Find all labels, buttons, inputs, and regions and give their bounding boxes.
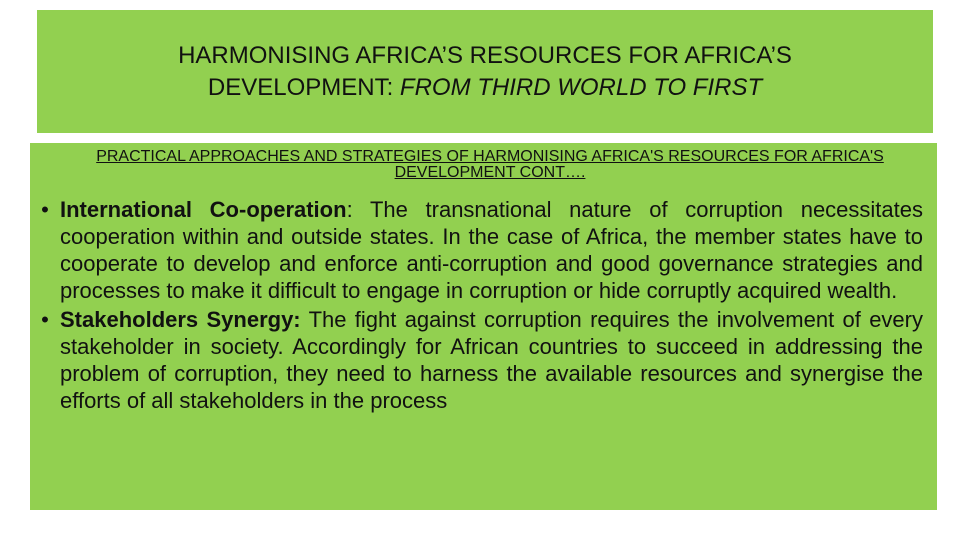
bullet-separator: : (346, 197, 353, 222)
title-line-2-italic: FROM THIRD WORLD TO FIRST (399, 73, 763, 101)
bullet-list (30, 196, 923, 416)
bullet-marker: • (41, 197, 49, 222)
bullet-marker: • (41, 307, 49, 332)
bullet-term: International Co-operation (60, 197, 347, 222)
bullet-term: Stakeholders Synergy: (60, 307, 301, 332)
bullet-text: The fight against corruption requires the involvement of every stakeholder in society. Accordingly for African countries to succeed in addressing the problem of corruption, they need to harness the available resources and synergise the efforts of all stakeholders in the process (60, 307, 923, 413)
section-subheading: PRACTICAL APPROACHES AND STRATEGIES OF HARMONISING AFRICA'S RESOURCES FOR AFRICA'S DEVELOPMENT CONT…. (96, 148, 884, 181)
slide-title (138, 40, 832, 104)
bullet-item-stakeholders-synergy (30, 306, 923, 414)
bullet-item-international-cooperation (30, 196, 923, 304)
content-panel (30, 143, 937, 510)
title-line-2-lead: DEVELOPMENT: (207, 73, 400, 101)
title-panel (37, 10, 933, 133)
title-line-1: HARMONISING AFRICA’S RESOURCES FOR AFRICA’S (178, 41, 792, 69)
bullet-text: The transnational nature of corruption necessitates cooperation within and outside states. In the case of Africa, the member states have to cooperate to develop and enforce anti-corruption and good governance strategies and processes to make it difficult to engage in corruption or hide corruptly acquired wealth. (60, 197, 924, 303)
